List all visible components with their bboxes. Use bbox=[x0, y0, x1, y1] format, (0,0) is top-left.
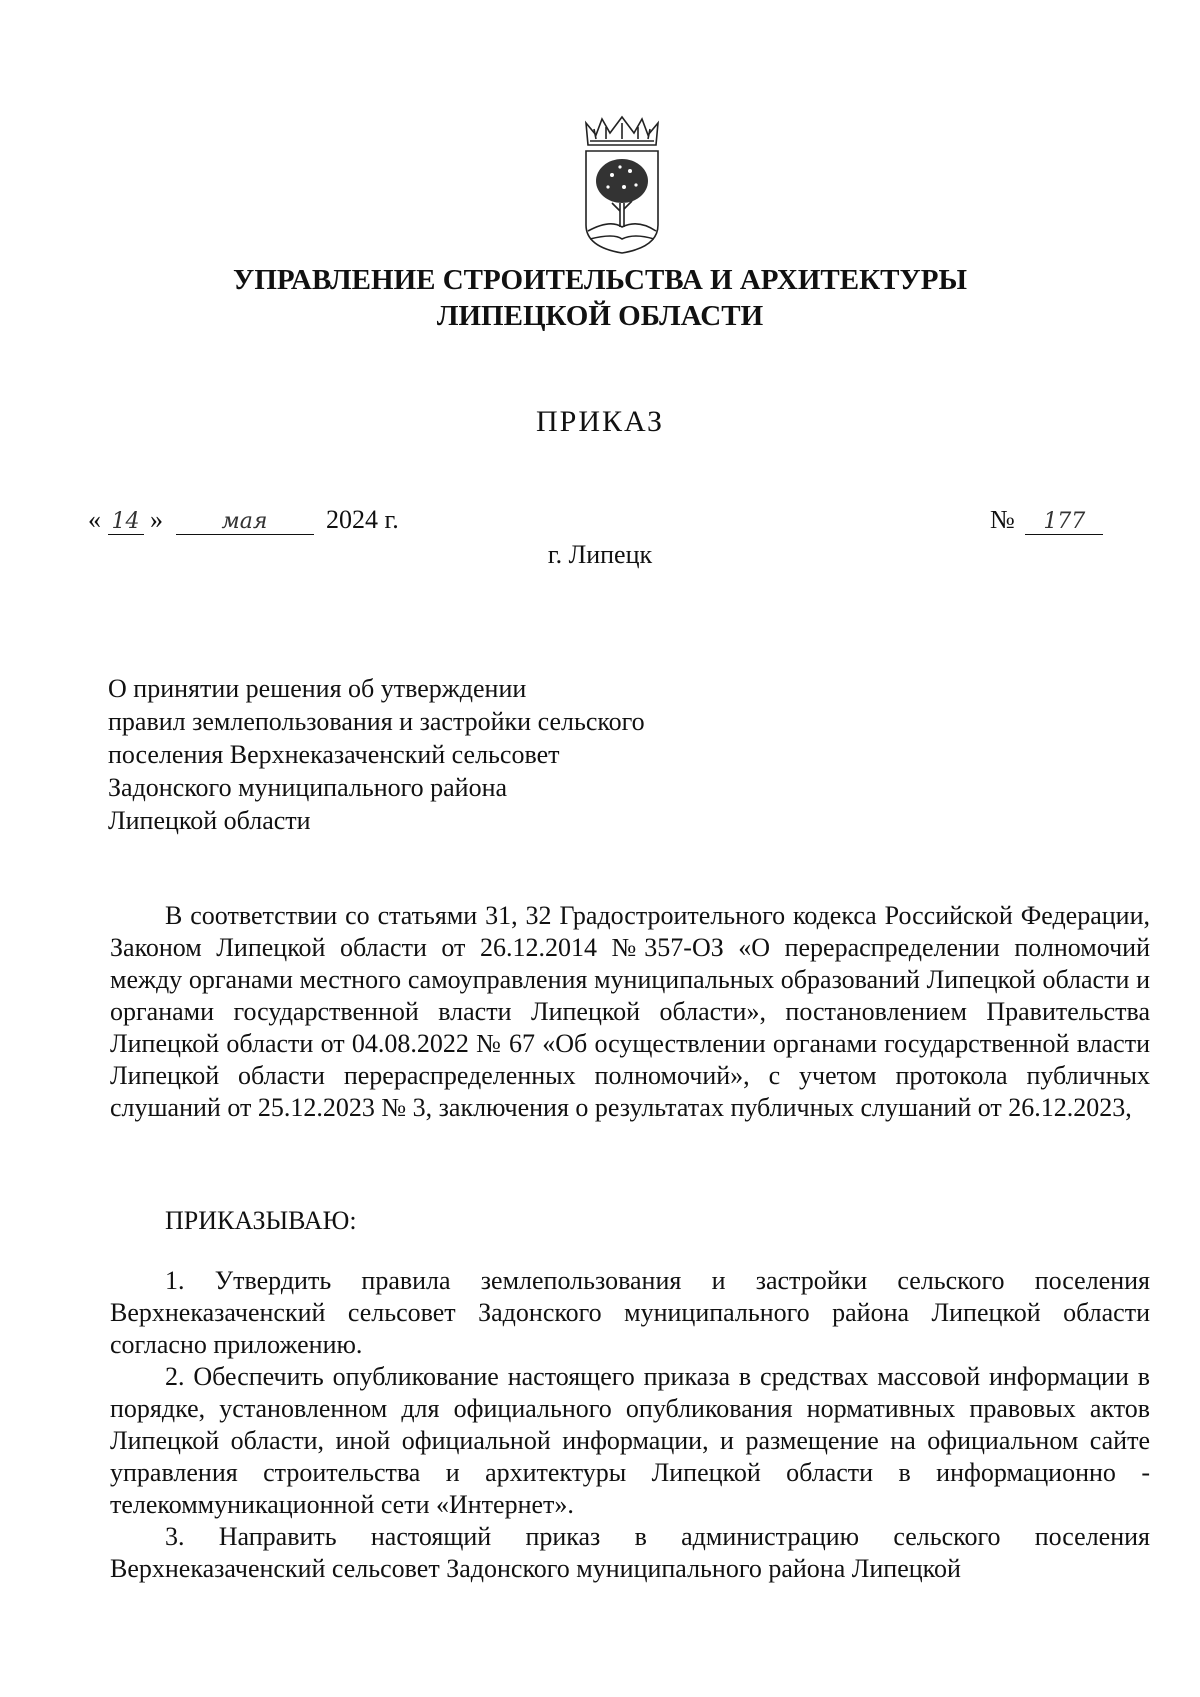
number-sign: № bbox=[990, 505, 1015, 534]
document-title: ПРИКАЗ bbox=[536, 405, 664, 438]
document-number-line bbox=[990, 505, 1103, 535]
city: г. Липецк bbox=[547, 540, 653, 569]
org-name-line-2: ЛИПЕЦКОЙ ОБЛАСТИ bbox=[436, 300, 764, 332]
org-name-line-1: УПРАВЛЕНИЕ СТРОИТЕЛЬСТВА И АРХИТЕКТУРЫ bbox=[233, 264, 967, 296]
subject-line: правил землепользования и застройки сельского bbox=[108, 707, 645, 736]
date-year: 2024 г. bbox=[326, 505, 399, 534]
order-item-2: 2. Обеспечить опубликование настоящего приказа в средствах массовой информации в порядке, установленном для официального опубликования нормативных правовых актов Липецкой области, иной официальной информации, и размещение на официальном сайте управления строительства и архитектуры Липецкой области в информационно - телекоммуникационной сети «Интернет». bbox=[110, 1362, 1150, 1519]
date-month: мая bbox=[176, 510, 314, 535]
date-open-quote: « bbox=[88, 505, 101, 534]
date-line bbox=[88, 505, 399, 535]
order-item-3: 3. Направить настоящий приказ в администрацию сельского поселения Верхнеказаченский сельсовет Задонского муниципального района Липецкой bbox=[110, 1522, 1150, 1583]
date-close-quote: » bbox=[150, 505, 163, 534]
preamble-paragraph: В соответствии со статьями 31, 32 Градостроительного кодекса Российской Федерации, Законом Липецкой области от 26.12.2014 №357-ОЗ «О перераспределении полномочий между органами местного самоуправления муниципальных образований Липецкой области и органами государственной власти Липецкой области», постановлением Правительства Липецкой области от 04.08.2022 № 67 «Об осуществлении органами государственной власти Липецкой области перераспределенных полномочий», с учетом протокола публичных слушаний от 25.12.2023 № 3, заключения о результатах публичных слушаний от 26.12.2023, bbox=[110, 901, 1150, 1122]
subject-line: Задонского муниципального района bbox=[108, 773, 508, 802]
order-item-1: 1. Утвердить правила землепользования и застройки сельского поселения Верхнеказаченский сельсовет Задонского муниципального района Липецкой области согласно приложению. bbox=[110, 1266, 1150, 1359]
document-subject bbox=[108, 672, 748, 837]
subject-line: Липецкой области bbox=[108, 806, 311, 835]
date-day: 14 bbox=[108, 510, 144, 535]
order-items bbox=[110, 1265, 1150, 1585]
coat-of-arms-icon bbox=[580, 115, 664, 255]
preamble-block bbox=[110, 900, 1150, 1124]
subject-line: О принятии решения об утверждении bbox=[108, 674, 527, 703]
document-number: 177 bbox=[1025, 510, 1103, 535]
subject-line: поселения Верхнеказаченский сельсовет bbox=[108, 740, 560, 769]
order-word: ПРИКАЗЫВАЮ: bbox=[165, 1206, 357, 1235]
